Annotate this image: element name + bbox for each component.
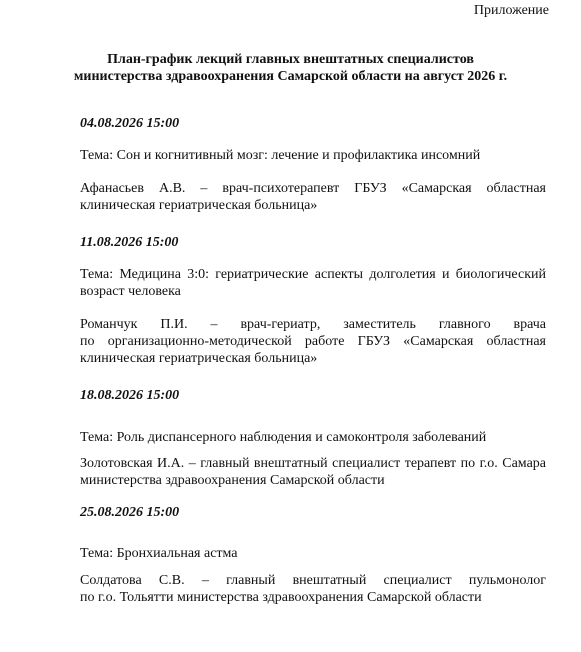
lecture-3-date: 18.08.2026 15:00: [80, 388, 180, 403]
lecture-3-speaker: [80, 455, 546, 489]
lecture-3-speaker-line-2: министерства здравоохранения Самарской области: [80, 473, 385, 488]
lecture-1-speaker-line-1: Афанасьев А.В. – врач-психотерапевт ГБУЗ «Самарская областная: [80, 181, 546, 196]
lecture-2-topic-line-2: возраст человека: [80, 284, 181, 299]
lecture-2-speaker-line-3: клиническая гериатрическая больница»: [80, 351, 318, 366]
lecture-4-speaker-line-2: по г.о. Тольятти министерства здравоохранения Самарской области: [80, 590, 482, 605]
lecture-4-speaker: [80, 572, 546, 606]
lecture-2-date: 11.08.2026 15:00: [80, 235, 179, 250]
lecture-4-topic: Тема: Бронхиальная астма: [80, 546, 238, 561]
lecture-4-date: 25.08.2026 15:00: [80, 505, 180, 520]
page-title-line-1: План-график лекций главных внештатных специалистов: [107, 52, 474, 67]
lecture-2-speaker-line-2: по организационно-методической работе ГБУЗ «Самарская областная: [80, 334, 546, 349]
lecture-3-speaker-line-1: Золотовская И.А. – главный внештатный специалист терапевт по г.о. Самара: [80, 456, 546, 471]
lecture-4-speaker-line-1: Солдатова С.В. – главный внештатный специалист пульмонолог: [80, 573, 546, 588]
lecture-2-speaker: [80, 316, 546, 367]
page-title: [0, 51, 581, 85]
lecture-3-topic: Тема: Роль диспансерного наблюдения и самоконтроля заболеваний: [80, 430, 487, 445]
lecture-1-topic: Тема: Сон и когнитивный мозг: лечение и профилактика инсомний: [80, 148, 481, 163]
lecture-2-topic: [80, 266, 546, 300]
lecture-1-speaker: [80, 180, 546, 214]
lecture-2-topic-line-1: Тема: Медицина 3:0: гериатрические аспекты долголетия и биологический: [80, 267, 546, 282]
lecture-1-speaker-line-2: клиническая гериатрическая больница»: [80, 198, 318, 213]
appendix-label: Приложение: [473, 3, 549, 18]
lecture-2-speaker-line-1: Романчук П.И. – врач-гериатр, заместитель главного врача: [80, 317, 546, 332]
lecture-1-date: 04.08.2026 15:00: [80, 116, 180, 131]
page-title-line-2: министерства здравоохранения Самарской области на август 2026 г.: [73, 69, 508, 84]
